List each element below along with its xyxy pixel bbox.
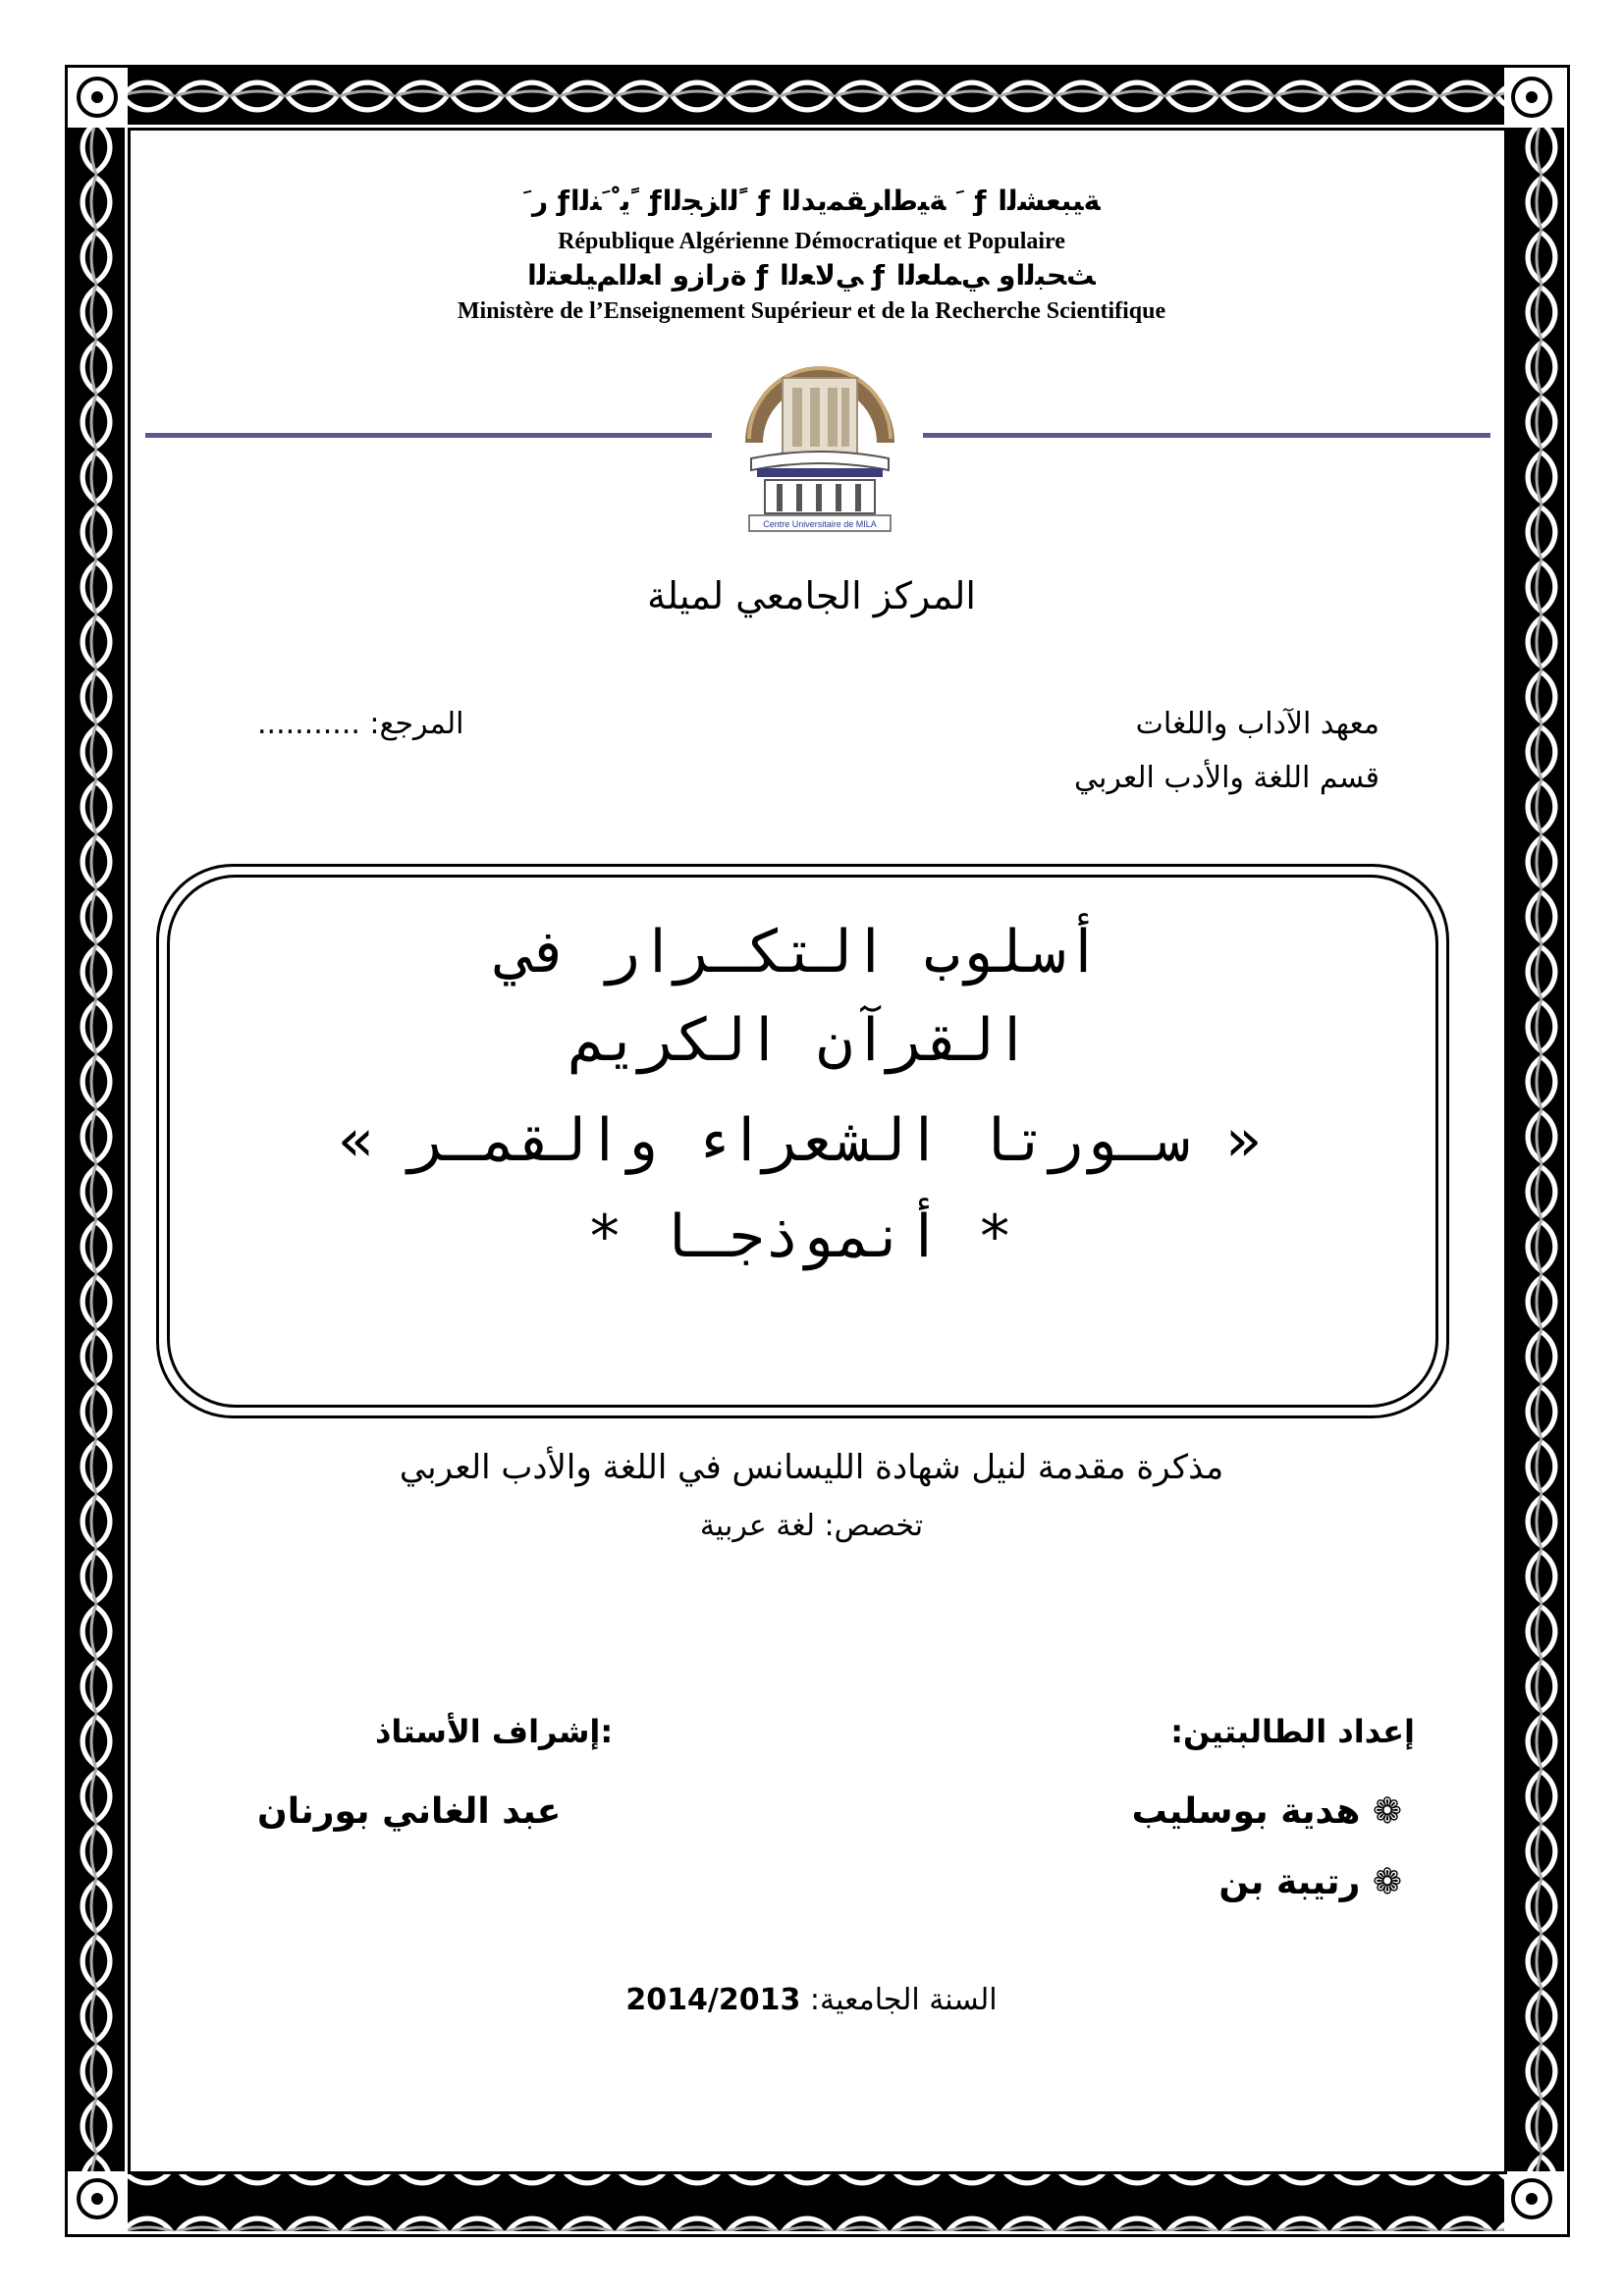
header-arabic-line1: ﺭﹶ ƒﹰﻳﹾﹶﻨﻟﺍ ƒﹰﻟﺍﺰﺠﻟﺍ ƒ ﹶ ﺔﻴﻃﺍﺮﻘﻤﻳﺪﻟﺍ ƒ ﺔﻴﺒﻌﺸﻟﺍ — [522, 185, 1101, 217]
student-name-1: ❁ ﻫﺪﻳﺔ ﺑﻮﺳﻠﻴﺐ — [1131, 1791, 1402, 1832]
header-rule-left — [145, 433, 712, 438]
specialty: تخصص: لغة عربية — [699, 1509, 924, 1543]
header-rule-right — [923, 433, 1490, 438]
corner-ornament — [67, 67, 128, 128]
header-republique: République Algérienne Démocratique et Populaire — [558, 229, 1065, 254]
supervisor-name: ﻋﺒﺪ ﺍﻟﻐﺎﻧﻲ ﺑﻮﺭﻧﺎﻥ — [257, 1791, 562, 1832]
header-arabic-line3: ﺓﺭﺍﺯﻭ ﺍﻌﻟﺍﻢﻴﻠﻌﺘﻟﺍ ƒ ﻲﻟﺎﻌﻟﺍ ƒ ﺚﺤﺒﻟﺍﻭ ﻲﻤﻠﻌﻟﺍ — [527, 259, 1096, 292]
department-name: قسم اللغة والأدب العربي — [1073, 761, 1380, 795]
students-label: ﺇﻋﺪﺍﺩ ﺍﻟﻄﺎﻟﺒﺘﻴﻦ: — [1170, 1713, 1415, 1750]
university-logo — [731, 348, 908, 540]
supervisor-label: ﺇﺷﺮﺍﻑ ﺍﻷﺳﺘﺎﺫ: — [375, 1713, 614, 1750]
student-name-2: ❁ ﺭﺗﻴﺒﺔ ﺑﻦ — [1218, 1862, 1402, 1902]
corner-ornament — [67, 2168, 128, 2229]
academic-year-value: 2014/2013 — [625, 1983, 801, 2017]
institution-name: المركز الجامعي لميلة — [647, 574, 976, 617]
corner-ornament — [1501, 2168, 1562, 2229]
corner-ornament — [1501, 67, 1562, 128]
reference-field: المرجع: ........... — [257, 707, 464, 741]
academic-year — [0, 1983, 1623, 2017]
memo-purpose: مذكرة مقدمة لنيل شهادة الليسانس في اللغة والأدب العربي — [399, 1448, 1224, 1487]
logo-caption: Centre Universitaire de MILA — [763, 519, 877, 529]
header-ministere: Ministère de l’Enseignement Supérieur et de la Recherche Scientifique — [457, 298, 1166, 324]
title-line-1: أسلوب التكـرار في — [498, 918, 1102, 987]
title-line-4: * أنموذجـا * — [586, 1202, 1013, 1271]
title-line-2: القرآن الكريم — [568, 1006, 1031, 1075]
title-line-3: « سـورتا الشعراء والقمـر » — [338, 1106, 1262, 1175]
institute-name: معهد الآداب واللغات — [1135, 707, 1380, 741]
academic-year-label: السنة الجامعية: — [809, 1983, 998, 2017]
